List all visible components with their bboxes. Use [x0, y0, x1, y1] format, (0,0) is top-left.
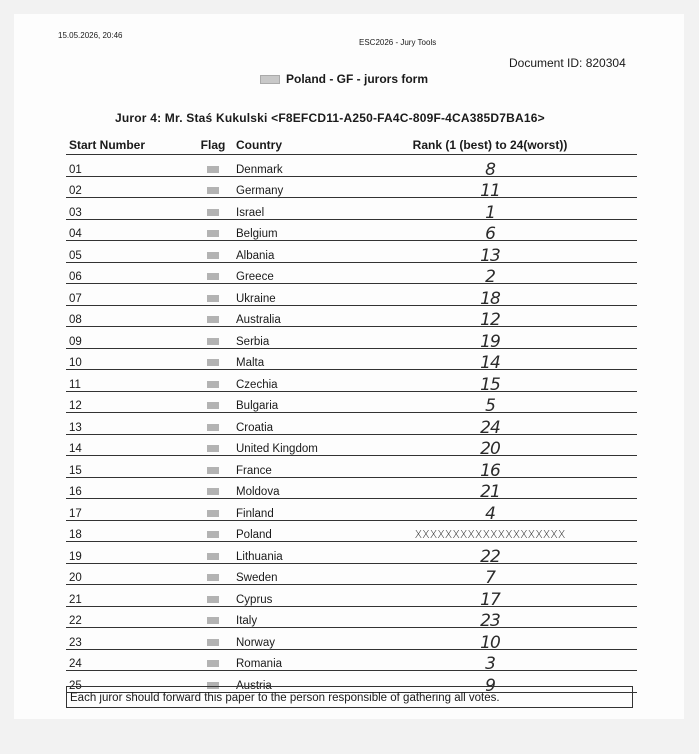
table-body — [66, 155, 637, 696]
rank-cell[interactable] — [343, 198, 637, 223]
rank-value: 17 — [480, 589, 500, 610]
rank-cell[interactable] — [343, 563, 637, 588]
rank-cell[interactable] — [343, 176, 637, 201]
rank-cell[interactable] — [343, 284, 637, 309]
tool-name: ESC2026 - Jury Tools — [359, 38, 437, 47]
table-row — [66, 348, 637, 370]
rank-value: 8 — [485, 159, 495, 180]
table-row — [66, 542, 637, 564]
rank-value: 14 — [480, 353, 500, 373]
country-name: Serbia — [233, 327, 343, 349]
form-title — [260, 72, 428, 86]
rank-cell[interactable] — [343, 477, 637, 502]
rank-cell[interactable] — [343, 305, 637, 330]
country-name: Italy — [233, 606, 343, 628]
start-number: 19 — [66, 542, 193, 564]
country-name: Germany — [233, 176, 343, 198]
table-row — [66, 477, 637, 499]
rank-value: 5 — [485, 396, 495, 416]
flag-cell — [193, 176, 233, 198]
rank-value: 18 — [480, 288, 500, 309]
country-flag-icon — [207, 402, 219, 409]
rank-value: 4 — [485, 503, 495, 524]
start-number: 20 — [66, 563, 193, 585]
flag-cell — [193, 305, 233, 327]
country-name: Czechia — [233, 370, 343, 392]
flag-cell — [193, 262, 233, 284]
start-number: 23 — [66, 628, 193, 650]
country-name: Sweden — [233, 563, 343, 585]
country-name: Bulgaria — [233, 391, 343, 413]
rank-value: 12 — [480, 310, 500, 330]
col-country: Country — [233, 136, 343, 155]
flag-cell — [193, 155, 233, 177]
rank-value: 11 — [480, 181, 500, 201]
start-number: 07 — [66, 284, 193, 306]
rank-cell[interactable] — [343, 585, 637, 610]
table-row — [66, 262, 637, 284]
flag-cell — [193, 198, 233, 220]
rank-value: 1 — [485, 202, 495, 223]
start-number: 18 — [66, 520, 193, 542]
start-number: 22 — [66, 606, 193, 628]
flag-cell — [193, 606, 233, 628]
rank-value: 19 — [480, 331, 500, 352]
rank-cell[interactable] — [343, 499, 637, 524]
rank-value: 9 — [485, 675, 495, 696]
flag-cell — [193, 456, 233, 478]
start-number: 17 — [66, 499, 193, 521]
table-row — [66, 391, 637, 413]
country-flag-icon — [207, 488, 219, 495]
country-flag-icon — [207, 467, 219, 474]
rank-value: 24 — [480, 417, 500, 438]
jury-ranking-table — [66, 136, 637, 696]
flag-cell — [193, 542, 233, 564]
country-flag-icon — [207, 338, 219, 345]
flag-cell — [193, 649, 233, 671]
country-flag-icon — [207, 574, 219, 581]
poland-flag-icon — [260, 75, 280, 84]
flag-cell — [193, 391, 233, 413]
flag-cell — [193, 327, 233, 349]
rank-value: 7 — [485, 568, 495, 588]
footer-note: Each juror should forward this paper to the person responsible of gathering all votes. — [66, 686, 633, 708]
flag-cell — [193, 284, 233, 306]
rank-cell[interactable] — [343, 391, 637, 416]
country-flag-icon — [207, 617, 219, 624]
table-row — [66, 413, 637, 435]
start-number: 24 — [66, 649, 193, 671]
flag-cell — [193, 563, 233, 585]
rank-cell[interactable] — [343, 155, 637, 180]
form-title-text: Poland - GF - jurors form — [286, 72, 429, 86]
table-row — [66, 434, 637, 456]
table-row — [66, 284, 637, 306]
start-number: 01 — [66, 155, 193, 177]
flag-cell — [193, 434, 233, 456]
country-name: Cyprus — [233, 585, 343, 607]
rank-value: 10 — [480, 632, 500, 653]
country-flag-icon — [207, 381, 219, 388]
country-name: Poland — [233, 520, 343, 542]
country-name: Denmark — [233, 155, 343, 177]
document-id: Document ID: 820304 — [509, 56, 626, 70]
table-row — [66, 155, 637, 177]
country-name: Malta — [233, 348, 343, 370]
table-row — [66, 499, 637, 521]
country-name: Romania — [233, 649, 343, 671]
start-number: 05 — [66, 241, 193, 263]
rank-value: 15 — [480, 374, 500, 395]
country-name: Moldova — [233, 477, 343, 499]
rank-cell[interactable] — [343, 413, 637, 438]
rank-cell[interactable] — [343, 219, 637, 244]
rank-value: 6 — [485, 224, 495, 244]
start-number: 06 — [66, 262, 193, 284]
rank-cell[interactable] — [343, 456, 637, 481]
country-name: France — [233, 456, 343, 478]
country-flag-icon — [207, 639, 219, 646]
col-start-number: Start Number — [66, 136, 193, 155]
flag-cell — [193, 219, 233, 241]
country-flag-icon — [207, 230, 219, 237]
rank-cell[interactable] — [343, 262, 637, 287]
rank-cell[interactable] — [343, 542, 637, 567]
rank-cell[interactable] — [343, 370, 637, 395]
rank-cell[interactable] — [343, 241, 637, 266]
start-number: 25 — [66, 671, 193, 693]
table-header-row — [66, 136, 637, 155]
start-number: 14 — [66, 434, 193, 456]
table-row — [66, 520, 637, 542]
country-name: Australia — [233, 305, 343, 327]
rank-cell[interactable] — [343, 520, 637, 542]
country-flag-icon — [207, 316, 219, 323]
rank-cell[interactable] — [343, 649, 637, 674]
country-name: Austria — [233, 671, 343, 693]
rank-cell[interactable] — [343, 348, 637, 373]
flag-cell — [193, 413, 233, 435]
country-name: Belgium — [233, 219, 343, 241]
rank-cell[interactable] — [343, 434, 637, 459]
rank-value: 16 — [480, 460, 500, 481]
start-number: 13 — [66, 413, 193, 435]
rank-cell[interactable] — [343, 327, 637, 352]
country-flag-icon — [207, 596, 219, 603]
country-name: United Kingdom — [233, 434, 343, 456]
country-flag-icon — [207, 531, 219, 538]
start-number: 08 — [66, 305, 193, 327]
table-row — [66, 327, 637, 349]
table-row — [66, 305, 637, 327]
start-number: 03 — [66, 198, 193, 220]
rank-value: XXXXXXXXXXXXXXXXXXXX — [414, 528, 566, 541]
start-number: 02 — [66, 176, 193, 198]
flag-cell — [193, 520, 233, 542]
country-name: Albania — [233, 241, 343, 263]
table-row — [66, 219, 637, 241]
flag-cell — [193, 370, 233, 392]
country-name: Israel — [233, 198, 343, 220]
country-flag-icon — [207, 209, 219, 216]
rank-value: 20 — [480, 439, 500, 459]
rank-value: 23 — [480, 611, 500, 631]
flag-cell — [193, 477, 233, 499]
table-row — [66, 176, 637, 198]
table-row — [66, 585, 637, 607]
table-row — [66, 628, 637, 650]
country-flag-icon — [207, 424, 219, 431]
start-number: 21 — [66, 585, 193, 607]
rank-cell[interactable] — [343, 628, 637, 653]
start-number: 16 — [66, 477, 193, 499]
rank-value: 22 — [480, 546, 500, 567]
country-flag-icon — [207, 445, 219, 452]
rank-value: 21 — [480, 482, 500, 502]
country-flag-icon — [207, 252, 219, 259]
col-rank: Rank (1 (best) to 24(worst)) — [343, 136, 637, 155]
flag-cell — [193, 241, 233, 263]
table-row — [66, 241, 637, 263]
start-number: 09 — [66, 327, 193, 349]
rank-value: 3 — [485, 654, 495, 674]
country-flag-icon — [207, 295, 219, 302]
start-number: 15 — [66, 456, 193, 478]
flag-cell — [193, 628, 233, 650]
table-row — [66, 370, 637, 392]
start-number: 11 — [66, 370, 193, 392]
country-flag-icon — [207, 359, 219, 366]
country-flag-icon — [207, 187, 219, 194]
country-flag-icon — [207, 660, 219, 667]
flag-cell — [193, 585, 233, 607]
flag-cell — [193, 499, 233, 521]
rank-value: 2 — [485, 267, 495, 287]
flag-cell — [193, 348, 233, 370]
country-flag-icon — [207, 553, 219, 560]
country-flag-icon — [207, 273, 219, 280]
table-row — [66, 198, 637, 220]
table-row — [66, 606, 637, 628]
country-flag-icon — [207, 510, 219, 517]
country-name: Lithuania — [233, 542, 343, 564]
country-flag-icon — [207, 166, 219, 173]
country-name: Norway — [233, 628, 343, 650]
col-flag: Flag — [193, 136, 233, 155]
country-name: Finland — [233, 499, 343, 521]
country-name: Ukraine — [233, 284, 343, 306]
start-number: 04 — [66, 219, 193, 241]
country-name: Croatia — [233, 413, 343, 435]
print-timestamp: 15.05.2026, 20:46 — [58, 31, 123, 40]
start-number: 12 — [66, 391, 193, 413]
table-row — [66, 456, 637, 478]
table-row — [66, 649, 637, 671]
rank-value: 13 — [480, 245, 500, 266]
rank-cell[interactable] — [343, 606, 637, 631]
table-row — [66, 563, 637, 585]
start-number: 10 — [66, 348, 193, 370]
juror-heading: Juror 4: Mr. Staś Kukulski <F8EFCD11-A250-FA4C-809F-4CA385D7BA16> — [115, 111, 545, 125]
country-name: Greece — [233, 262, 343, 284]
